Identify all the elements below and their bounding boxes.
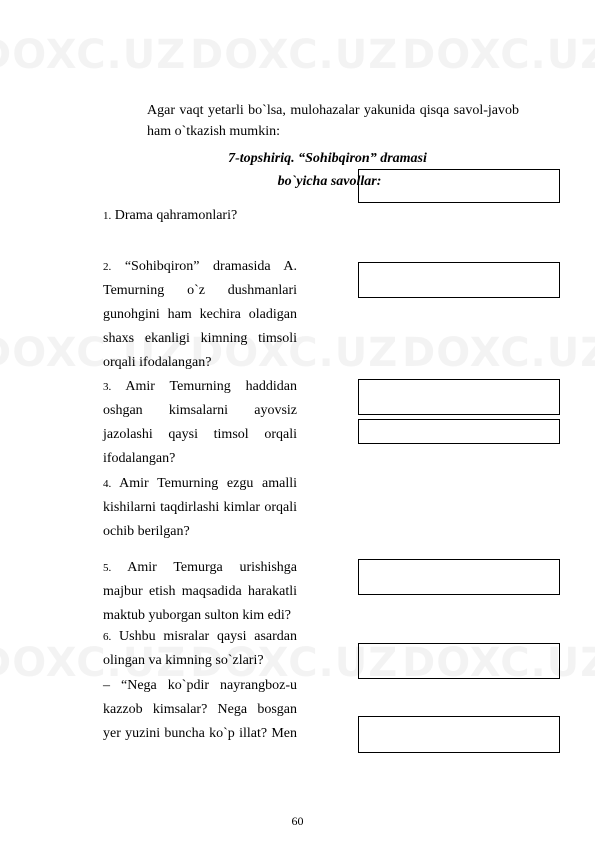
question-2 <box>103 255 297 375</box>
assignment-subtitle: bo`yicha savollar: <box>277 174 382 189</box>
question-1 <box>103 204 297 228</box>
answer-box <box>358 559 560 595</box>
question-number: 5. <box>103 562 112 574</box>
question-number: 3. <box>103 381 112 393</box>
answer-box <box>358 643 560 679</box>
page-number: 60 <box>291 814 304 828</box>
quote-text: – “Nega ko`pdir nayrangboz-u kazzob kimsalar? Nega bosgan yer yuzini buncha ko`p illat? Men <box>103 678 297 741</box>
intro-paragraph: Agar vaqt yetarli bo`lsa, mulohazalar yakunida qisqa savol-javob ham o`tkazish mumkin: <box>147 103 519 139</box>
question-text: Ushbu misralar qaysi asardan olingan va kimning so`zlari? <box>103 629 298 668</box>
answer-box <box>358 262 560 298</box>
question-text: “Sohibqiron” dramasida A. Temurning o`z dushmanlari gunohgini ham kechira oladigan shaxs ekanligi kimning timsoli orqali ifodalangan? <box>103 259 297 370</box>
question-text: Drama qahramonlari? <box>114 208 238 223</box>
watermark-text <box>0 32 186 78</box>
watermark-text <box>190 32 398 78</box>
question-6 <box>103 625 297 673</box>
answer-box <box>358 419 560 444</box>
assignment-title: 7-topshiriq. “Sohibqiron” dramasi <box>228 151 427 166</box>
question-text: Amir Temurning ezgu amalli kishilarni taqdirlashi kimlar orqali ochib berilgan? <box>103 476 297 539</box>
question-number: 4. <box>103 478 112 490</box>
question-text: Amir Temurning haddidan oshgan kimsalarni ayovsiz jazolashi qaysi timsol orqali ifodalangan? <box>103 379 297 466</box>
question-text: Amir Temurga urishishga majbur etish maqsadida harakatli maktub yuborgan sulton kim edi? <box>103 560 297 623</box>
question-number: 1. <box>103 210 112 222</box>
watermark-text <box>402 32 595 78</box>
question-5 <box>103 556 297 628</box>
answer-box <box>358 169 560 203</box>
question-4 <box>103 472 297 544</box>
answer-box <box>358 716 560 753</box>
question-number: 6. <box>103 631 112 643</box>
watermark-text <box>402 330 595 376</box>
question-3 <box>103 375 297 471</box>
answer-box <box>358 379 560 415</box>
question-number: 2. <box>103 261 112 273</box>
